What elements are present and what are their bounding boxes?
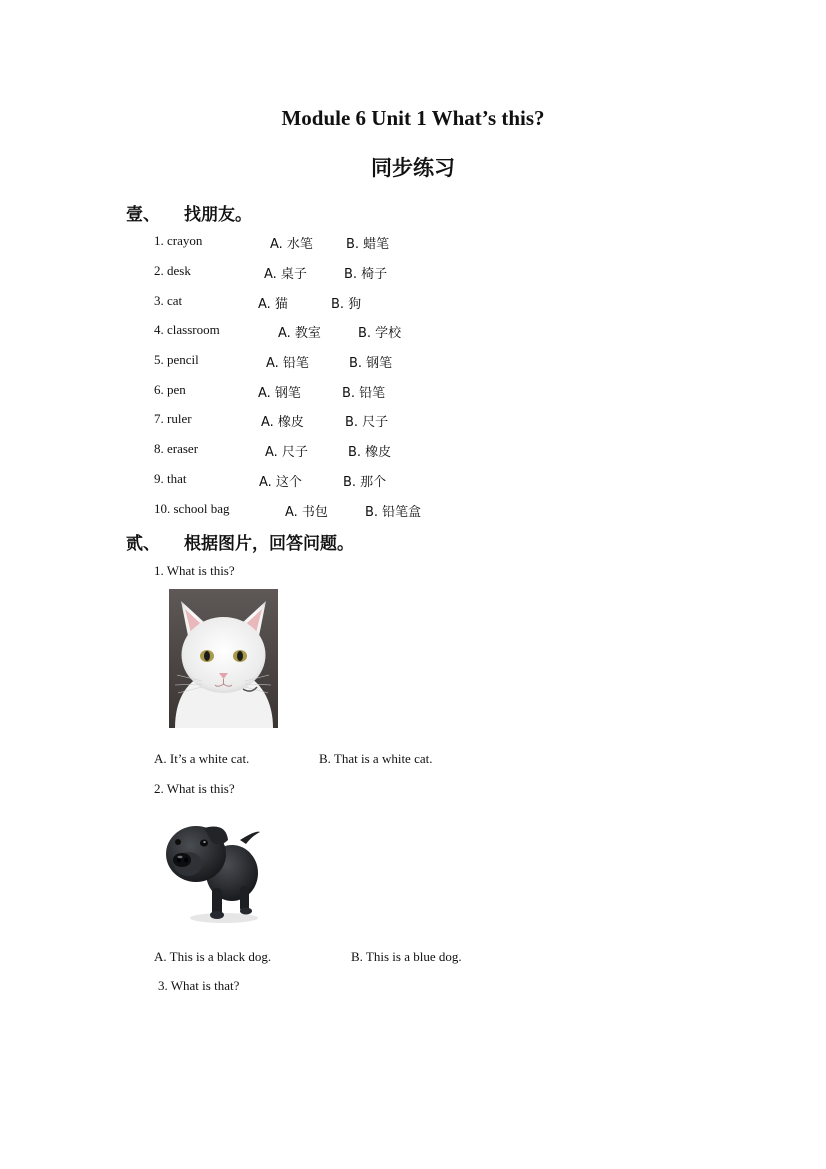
question-word: 9. that: [154, 471, 187, 486]
section-title: 找朋友。: [184, 205, 252, 225]
option-a: A. It’s a white cat.: [154, 751, 250, 766]
option-b: B. That is a white cat.: [319, 751, 433, 766]
question-word: 4. classroom: [154, 322, 220, 337]
option-a: A. 尺子: [265, 445, 308, 460]
option-b: B. 狗: [331, 297, 362, 312]
question-text: 1. What is this?: [154, 563, 235, 578]
option-a: A. 钢笔: [258, 386, 301, 401]
option-a: A. 教室: [278, 326, 321, 341]
option-a: A. 书包: [285, 505, 328, 520]
option-a: A. 这个: [259, 475, 302, 490]
option-a: A. 水笔: [270, 237, 313, 252]
option-b: B. 钢笔: [349, 356, 393, 371]
option-a: A. 猫: [258, 297, 288, 312]
option-b: B. This is a blue dog.: [351, 949, 462, 964]
option-a: A. 铅笔: [266, 356, 309, 371]
option-b: B. 铅笔: [342, 386, 386, 401]
question-word: 3. cat: [154, 293, 183, 308]
question-text: 3. What is that?: [158, 978, 240, 993]
question-word: 2. desk: [154, 263, 191, 278]
question-word: 7. ruler: [154, 411, 192, 426]
option-b: B. 那个: [343, 475, 387, 490]
question-text: 2. What is this?: [154, 781, 235, 796]
page-subtitle: 同步练习: [371, 156, 455, 180]
section-2-heading: [126, 529, 354, 554]
option-b: B. 尺子: [345, 415, 389, 430]
question-word: 5. pencil: [154, 352, 199, 367]
page-title: Module 6 Unit 1 What’s this?: [281, 106, 545, 130]
section-number: 壹、: [126, 205, 160, 225]
option-b: B. 橡皮: [348, 445, 392, 460]
option-b: B. 蜡笔: [346, 237, 390, 252]
section-title: 根据图片，回答问题。: [184, 534, 354, 554]
section-number: 贰、: [126, 534, 160, 554]
question-word: 8. eraser: [154, 441, 199, 456]
question-word: 1. crayon: [154, 233, 203, 248]
white-cat-photo: [169, 589, 278, 728]
option-b: B. 椅子: [344, 267, 388, 282]
option-a: A. 橡皮: [261, 415, 304, 430]
option-b: B. 铅笔盒: [365, 505, 422, 520]
question-word: 10. school bag: [154, 501, 230, 516]
section-1-heading: [126, 200, 252, 225]
black-puppy-photo: [162, 818, 266, 924]
option-b: B. 学校: [358, 326, 402, 341]
option-a: A. This is a black dog.: [154, 949, 272, 964]
question-word: 6. pen: [154, 382, 186, 397]
option-a: A. 桌子: [264, 267, 307, 282]
